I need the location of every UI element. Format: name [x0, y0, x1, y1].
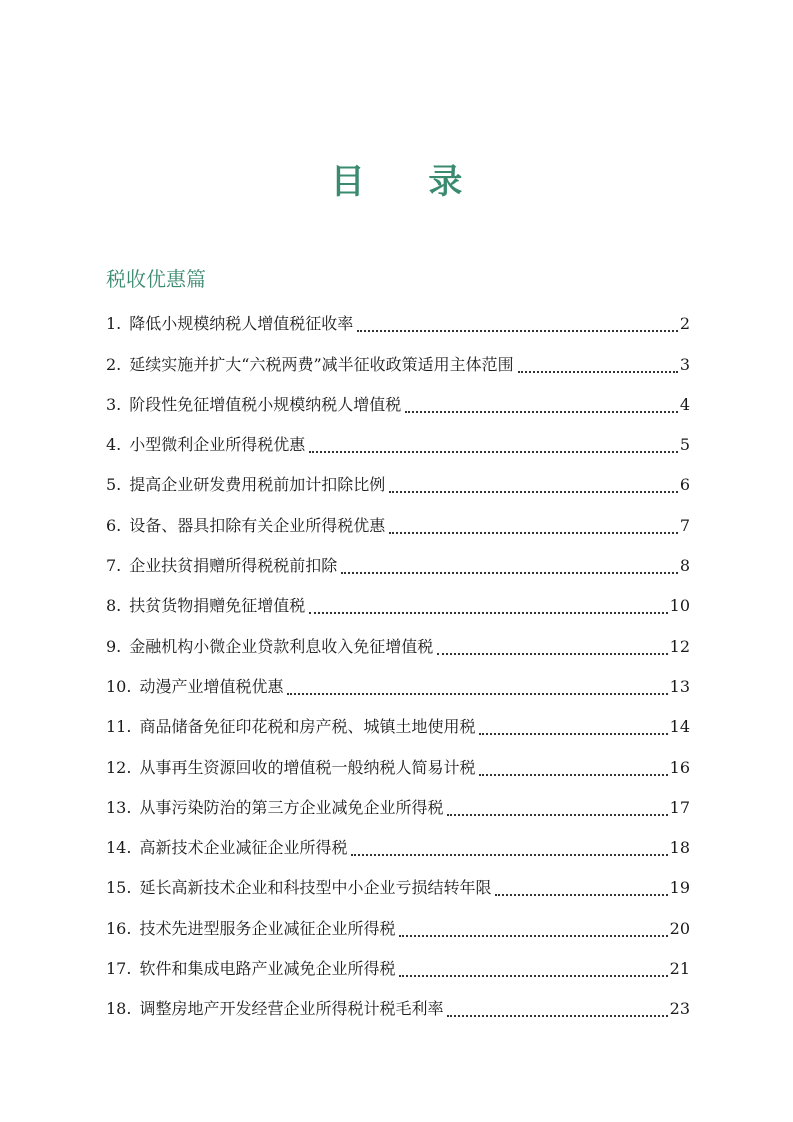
toc-entry-page-number: 4: [679, 394, 690, 414]
toc-dot-leader: [309, 425, 678, 465]
toc-dot-leader: [341, 546, 678, 586]
toc-dot-leader: [357, 304, 678, 344]
toc-entry-number: 10.: [106, 676, 132, 696]
toc-dot-leader: [389, 465, 678, 505]
toc-entry-number: 9.: [106, 636, 122, 656]
toc-entry-page-number: 3: [679, 354, 690, 374]
toc-entry-page-number: 20: [669, 918, 690, 938]
toc-entry-page-number: 8: [679, 556, 690, 576]
toc-entry[interactable]: [106, 626, 690, 666]
toc-entry-number: 3.: [106, 394, 122, 414]
toc-entry[interactable]: [106, 465, 690, 505]
toc-dot-leader: [399, 909, 667, 949]
toc-entry-title: 动漫产业增值税优惠: [139, 676, 284, 696]
toc-entry[interactable]: [106, 667, 690, 707]
toc-entry-number: 17.: [106, 959, 132, 979]
toc-entry[interactable]: [106, 989, 690, 1029]
toc-dot-leader: [479, 748, 667, 788]
toc-entry-title: 阶段性免征增值税小规模纳税人增值税: [129, 394, 402, 414]
toc-entry-page-number: 13: [669, 676, 690, 696]
toc-dot-leader: [405, 385, 678, 425]
toc-list: [106, 304, 690, 1029]
toc-entry[interactable]: [106, 747, 690, 787]
toc-entry-number: 11.: [106, 717, 132, 737]
toc-entry-page-number: 6: [679, 475, 690, 495]
toc-entry-page-number: 5: [679, 435, 690, 455]
toc-entry-number: 1.: [106, 314, 122, 334]
toc-entry-number: 7.: [106, 556, 122, 576]
toc-dot-leader: [399, 949, 667, 989]
toc-entry-page-number: 23: [669, 999, 690, 1019]
toc-dot-leader: [518, 345, 678, 385]
toc-entry[interactable]: [106, 949, 690, 989]
toc-entry-number: 16.: [106, 918, 132, 938]
toc-entry-title: 扶贫货物捐赠免征增值税: [129, 596, 306, 616]
toc-entry[interactable]: [106, 425, 690, 465]
toc-entry-title: 软件和集成电路产业减免企业所得税: [139, 959, 396, 979]
toc-dot-leader: [389, 506, 678, 546]
toc-entry-page-number: 12: [669, 636, 690, 656]
toc-dot-leader: [351, 828, 667, 868]
toc-dot-leader: [437, 627, 667, 667]
toc-entry-number: 18.: [106, 999, 132, 1019]
toc-dot-leader: [447, 788, 667, 828]
toc-entry-number: 6.: [106, 515, 122, 535]
toc-entry-number: 15.: [106, 878, 132, 898]
toc-entry-title: 从事再生资源回收的增值税一般纳税人简易计税: [139, 757, 476, 777]
toc-entry-title: 金融机构小微企业贷款利息收入免征增值税: [129, 636, 434, 656]
toc-entry-title: 从事污染防治的第三方企业减免企业所得税: [139, 797, 444, 817]
toc-entry-number: 14.: [106, 838, 132, 858]
toc-entry-title: 提高企业研发费用税前加计扣除比例: [129, 475, 386, 495]
toc-entry-page-number: 21: [669, 959, 690, 979]
toc-entry-page-number: 2: [679, 314, 690, 334]
toc-dot-leader: [495, 868, 667, 908]
toc-entry-title: 技术先进型服务企业减征企业所得税: [139, 918, 396, 938]
toc-entry-number: 2.: [106, 354, 122, 374]
toc-entry-title: 降低小规模纳税人增值税征收率: [129, 314, 354, 334]
toc-entry-page-number: 18: [669, 838, 690, 858]
toc-entry[interactable]: [106, 828, 690, 868]
toc-entry-number: 4.: [106, 435, 122, 455]
toc-entry[interactable]: [106, 505, 690, 545]
toc-entry-title: 商品储备免征印花税和房产税、城镇土地使用税: [139, 717, 476, 737]
toc-entry[interactable]: [106, 788, 690, 828]
toc-entry-title: 高新技术企业减征企业所得税: [139, 838, 348, 858]
toc-dot-leader: [479, 707, 667, 747]
section-heading: 税收优惠篇: [106, 267, 206, 291]
toc-dot-leader: [309, 586, 667, 626]
toc-entry[interactable]: [106, 908, 690, 948]
toc-entry-title: 设备、器具扣除有关企业所得税优惠: [129, 515, 386, 535]
toc-entry-page-number: 7: [679, 515, 690, 535]
toc-entry-title: 小型微利企业所得税优惠: [129, 435, 306, 455]
toc-entry-number: 13.: [106, 797, 132, 817]
toc-dot-leader: [447, 989, 667, 1029]
toc-entry[interactable]: [106, 546, 690, 586]
toc-entry-title: 企业扶贫捐赠所得税税前扣除: [129, 556, 338, 576]
toc-entry[interactable]: [106, 868, 690, 908]
toc-entry[interactable]: [106, 385, 690, 425]
toc-entry-page-number: 10: [669, 596, 690, 616]
toc-entry-page-number: 17: [669, 797, 690, 817]
toc-entry-page-number: 14: [669, 717, 690, 737]
toc-entry[interactable]: [106, 344, 690, 384]
toc-entry-page-number: 16: [669, 757, 690, 777]
toc-entry-title: 调整房地产开发经营企业所得税计税毛利率: [139, 999, 444, 1019]
toc-entry[interactable]: [106, 304, 690, 344]
toc-entry-number: 5.: [106, 475, 122, 495]
toc-entry-number: 12.: [106, 757, 132, 777]
toc-entry[interactable]: [106, 586, 690, 626]
toc-entry-title: 延续实施并扩大“六税两费”减半征收政策适用主体范围: [129, 354, 514, 374]
toc-entry[interactable]: [106, 707, 690, 747]
toc-dot-leader: [287, 667, 667, 707]
toc-entry-title: 延长高新技术企业和科技型中小企业亏损结转年限: [139, 878, 492, 898]
toc-entry-number: 8.: [106, 596, 122, 616]
page-title: 目 录: [330, 162, 489, 202]
toc-entry-page-number: 19: [669, 878, 690, 898]
